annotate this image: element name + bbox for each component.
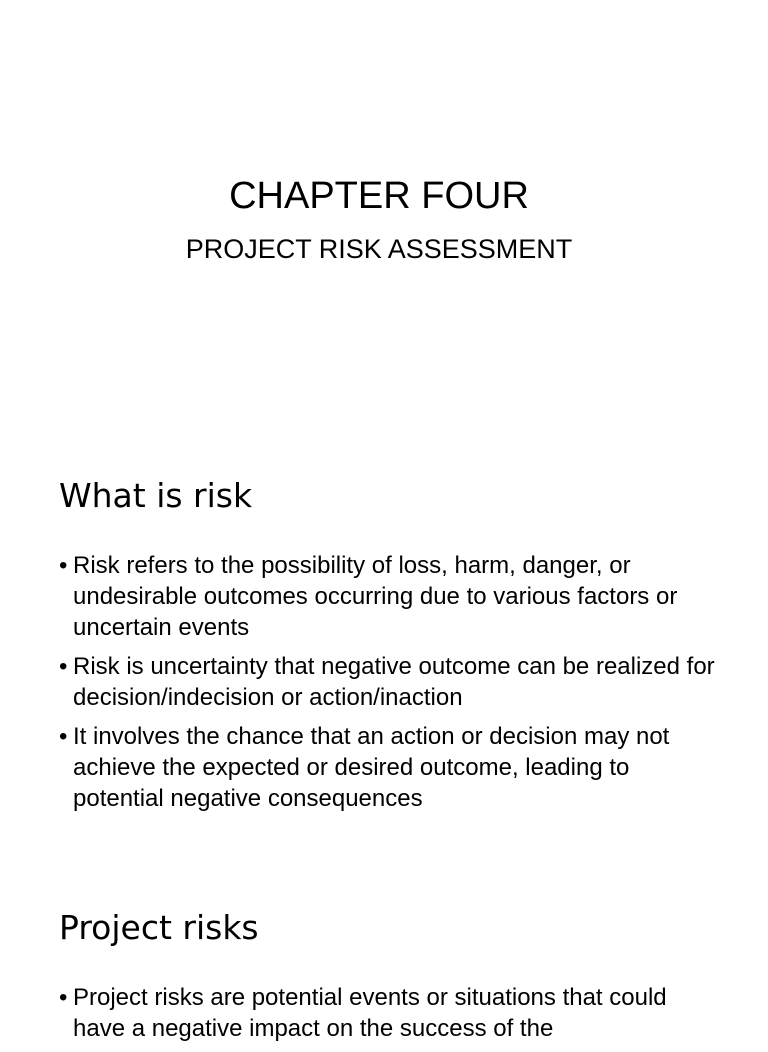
chapter-subtitle: PROJECT RISK ASSESSMENT bbox=[185, 234, 573, 264]
title-slide bbox=[0, 0, 768, 432]
slide-project-risks bbox=[0, 864, 768, 1042]
slide-heading: Project risks bbox=[59, 908, 259, 947]
bullet-list bbox=[59, 550, 719, 822]
bullet-text: It involves the chance that an action or decision may not achieve the expected or desired outcome, leading to potential negative consequences bbox=[73, 723, 670, 812]
bullet-text: Project risks are potential events or situations that could have a negative impact on the success of the bbox=[73, 984, 667, 1042]
bullet-icon: • bbox=[59, 552, 68, 579]
bullet-list bbox=[59, 982, 719, 1052]
bullet-icon: • bbox=[59, 653, 68, 680]
bullet-item bbox=[59, 982, 719, 1044]
bullet-icon: • bbox=[59, 984, 68, 1011]
bullet-text: Risk is uncertainty that negative outcome can be realized for decision/indecision or action/inaction bbox=[73, 653, 715, 711]
slide-what-is-risk bbox=[0, 432, 768, 864]
bullet-item bbox=[59, 651, 719, 713]
bullet-item bbox=[59, 550, 719, 643]
chapter-title: CHAPTER FOUR bbox=[229, 175, 529, 217]
bullet-item bbox=[59, 721, 719, 814]
bullet-text: Risk refers to the possibility of loss, harm, danger, or undesirable outcomes occurring due to various factors or uncertain events bbox=[73, 552, 678, 641]
bullet-icon: • bbox=[59, 723, 68, 750]
slide-heading: What is risk bbox=[59, 476, 253, 515]
